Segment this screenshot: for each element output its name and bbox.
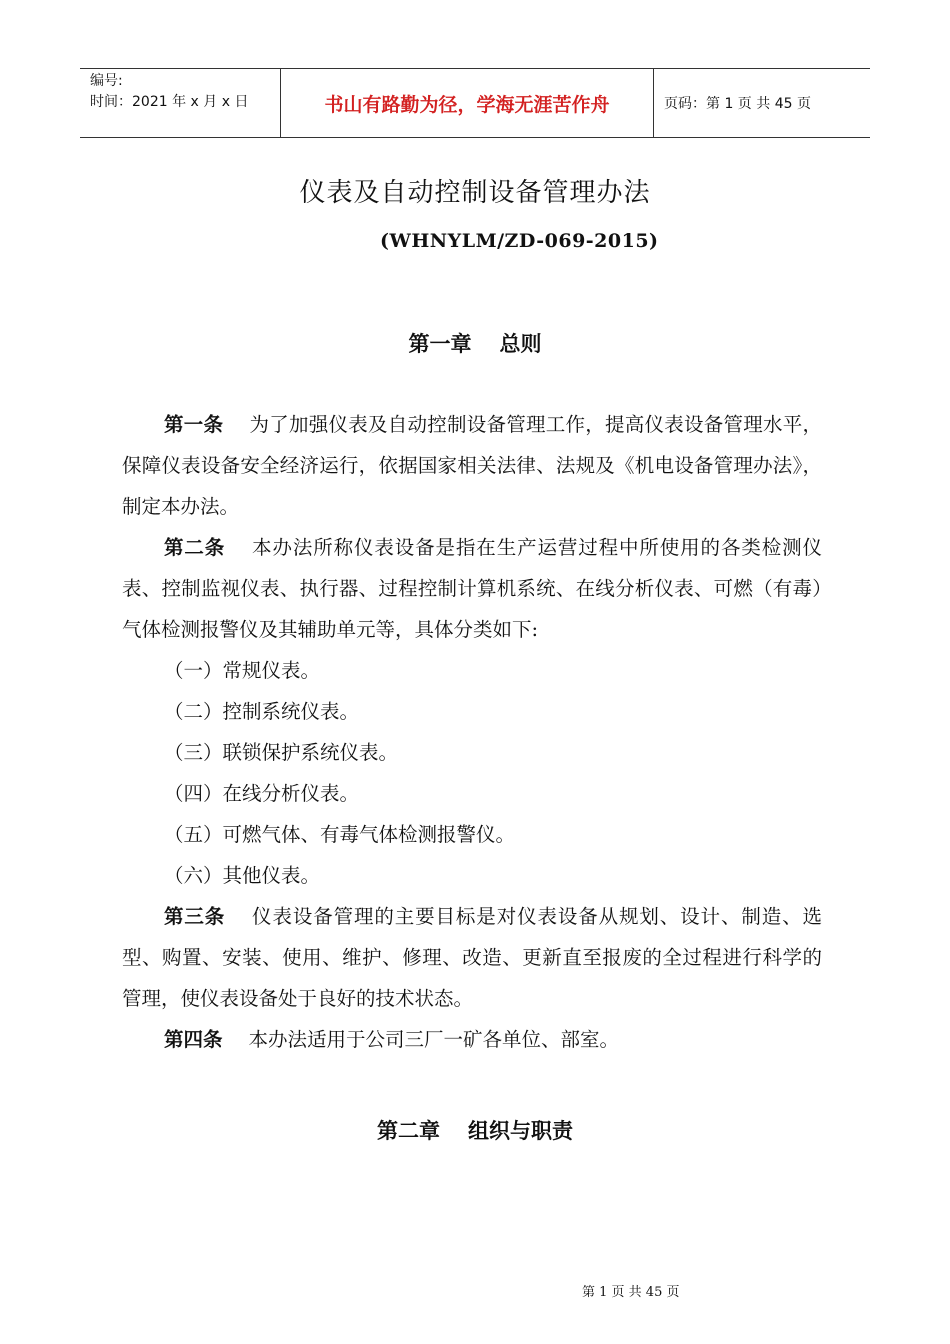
article-4: [122, 1019, 822, 1060]
time-label: 时间：2021 年 x 月 x 日: [90, 94, 249, 110]
document-title: 仪表及自动控制设备管理办法: [299, 178, 651, 208]
page-footer: 第 1 页 共 45 页: [582, 1285, 680, 1300]
number-label: 编号:: [90, 73, 123, 89]
header-motto: 书山有路勤为径，学海无涯苦作舟: [281, 69, 654, 137]
header-page-info: 页码：第 1 页 共 45 页: [664, 96, 811, 112]
list-item: （五）可燃气体、有毒气体检测报警仪。: [164, 823, 516, 846]
article-1-text: 为了加强仪表及自动控制设备管理工作，提高仪表设备管理水平，保障仪表设备安全经济运行，依据国家相关法律、法规及《机电设备管理办法》，制定本办法。: [122, 413, 822, 518]
article-4-label: 第四条: [164, 1028, 223, 1051]
page-header: [80, 68, 870, 138]
chapter-1-heading: [0, 328, 950, 358]
chapter-1-number: 第一章: [408, 331, 472, 356]
article-3: [122, 896, 822, 1019]
article-1-label: 第一条: [164, 413, 224, 436]
header-meta: [80, 69, 281, 137]
list-item: （四）在线分析仪表。: [164, 782, 360, 805]
chapter-2-name: 组织与职责: [468, 1118, 573, 1143]
list-item: （三）联锁保护系统仪表。: [164, 741, 399, 764]
article-2: [122, 527, 822, 650]
article-2-label: 第二条: [164, 536, 226, 559]
list-item: （六）其他仪表。: [164, 864, 321, 887]
document-code: (WHNYLM/ZD-069-2015): [380, 230, 659, 252]
chapter-1-name: 总则: [499, 331, 542, 356]
chapter-2-number: 第二章: [377, 1118, 440, 1143]
article-2-text: 本办法所称仪表设备是指在生产运营过程中所使用的各类检测仪表、控制监视仪表、执行器、过程控制计算机系统、在线分析仪表、可燃（有毒）气体检测报警仪及其辅助单元等，具体分类如下:: [122, 536, 822, 641]
list-item: （二）控制系统仪表。: [164, 700, 360, 723]
article-3-text: 仪表设备管理的主要目标是对仪表设备从规划、设计、制造、选型、购置、安装、使用、维护、修理、改造、更新直至报废的全过程进行科学的管理，使仪表设备处于良好的技术状态。: [122, 905, 822, 1010]
article-1: [122, 404, 822, 527]
chapter-2-heading: [0, 1115, 950, 1145]
article-4-text: 本办法适用于公司三厂一矿各单位、部室。: [248, 1028, 620, 1051]
list-item: （一）常规仪表。: [164, 659, 321, 682]
article-3-label: 第三条: [164, 905, 226, 928]
chapter-1-body: [122, 404, 822, 1060]
